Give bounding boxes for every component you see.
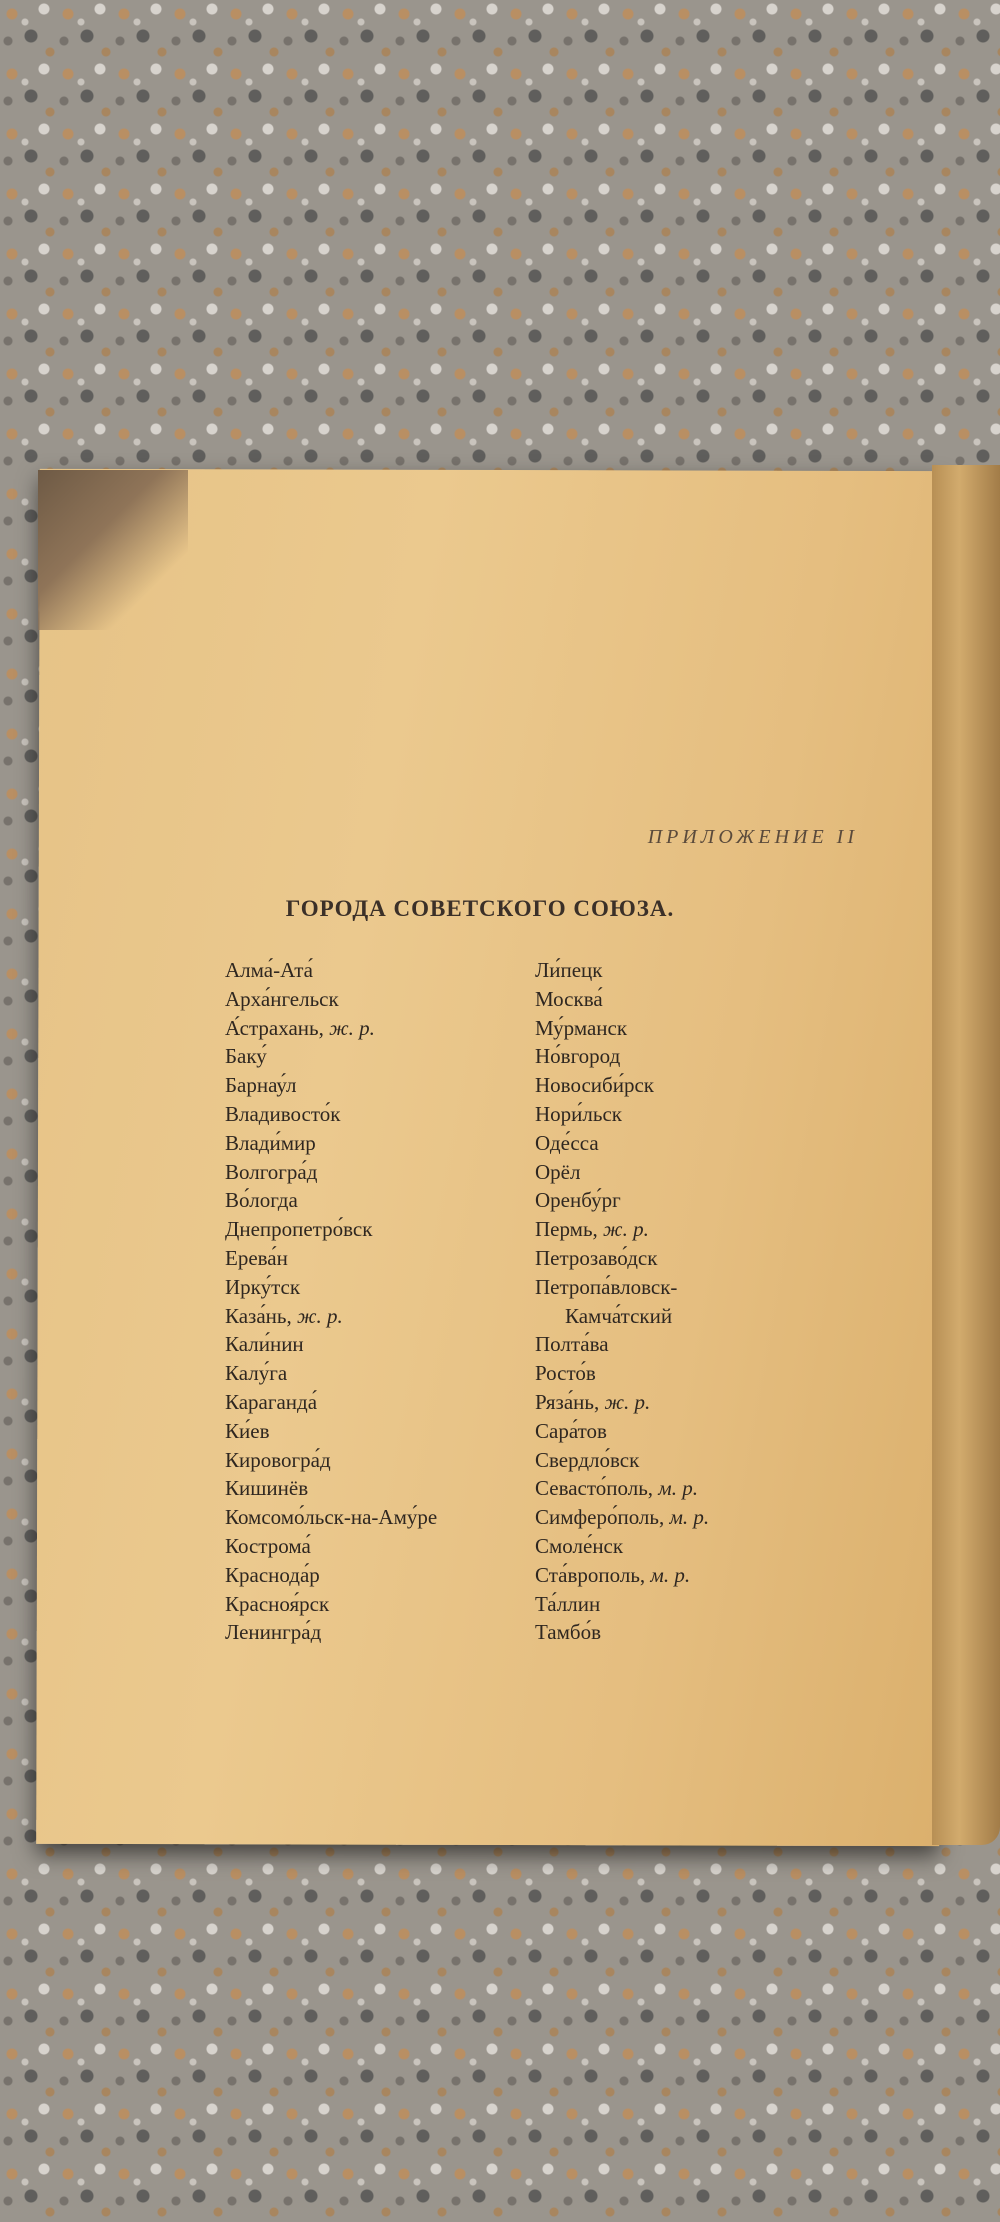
city-name: Ленингра́д (225, 1620, 322, 1645)
city-name: Днепропетро́вск (225, 1217, 373, 1242)
city-name: Влади́мир (225, 1130, 316, 1155)
city-name: Барнау́л (225, 1073, 297, 1098)
city-item (225, 1042, 437, 1071)
city-item (225, 985, 437, 1014)
gender-note: м. р. (658, 1476, 698, 1501)
city-item (535, 1618, 709, 1647)
city-name: Ста́врополь, (535, 1562, 646, 1587)
city-name: Оде́сса (535, 1130, 599, 1155)
city-name: Баку́ (225, 1044, 267, 1069)
city-item (535, 1474, 709, 1503)
city-item (225, 1388, 437, 1417)
city-item (225, 1446, 437, 1475)
city-item (225, 1359, 437, 1388)
city-name: Арха́нгельск (225, 986, 339, 1011)
city-name: Камча́тский (565, 1303, 673, 1328)
city-item (225, 1532, 437, 1561)
city-name: Ирку́тск (225, 1274, 301, 1299)
gender-note: ж. р. (603, 1217, 649, 1242)
city-name: Симферо́поль, (535, 1505, 665, 1530)
booklet-page (36, 469, 943, 1846)
city-name: Ли́пецк (535, 958, 603, 982)
city-item (225, 1503, 437, 1532)
city-item (225, 1129, 437, 1158)
city-name: Во́логда (225, 1188, 298, 1213)
city-name: Ки́ев (225, 1418, 270, 1443)
city-item (225, 1474, 437, 1503)
list-title: ГОРОДА СОВЕТСКОГО СОЮЗА. (285, 896, 675, 921)
city-item (225, 1561, 437, 1590)
city-name: Та́ллин (535, 1591, 601, 1616)
city-name: Пермь, (535, 1217, 598, 1242)
city-name: Нори́льск (535, 1101, 622, 1126)
city-item (535, 1186, 709, 1215)
gender-note: ж. р. (296, 1303, 343, 1328)
city-list-right (535, 956, 709, 1647)
city-name: Караганда́ (225, 1389, 318, 1414)
city-name: Кали́нин (225, 1332, 304, 1357)
city-item (535, 1042, 709, 1071)
city-item (535, 1244, 709, 1273)
city-name: Алма́-Ата́ (225, 958, 313, 982)
city-name: Красноя́рск (225, 1591, 330, 1616)
city-item (225, 1590, 437, 1619)
city-item (535, 1215, 709, 1244)
city-item (225, 1100, 437, 1129)
city-item (535, 956, 709, 985)
city-name: Росто́в (535, 1361, 596, 1386)
city-name: Владивосто́к (225, 1101, 341, 1126)
city-name: Калу́га (225, 1361, 288, 1386)
gender-note: м. р. (650, 1562, 691, 1587)
city-item (225, 956, 437, 985)
city-item (225, 1417, 437, 1446)
city-item (535, 1359, 709, 1388)
city-item (535, 1014, 709, 1043)
city-name: Комсомо́льск-на-Аму́ре (225, 1505, 438, 1530)
city-item (535, 1561, 709, 1590)
city-item (225, 1244, 437, 1273)
city-list-left (225, 956, 437, 1647)
city-item (535, 1100, 709, 1129)
city-item (535, 985, 709, 1014)
city-name: Кострома́ (225, 1533, 311, 1558)
city-item (225, 1330, 437, 1359)
gender-note: ж. р. (604, 1389, 651, 1414)
page-corner-fold (38, 470, 188, 630)
supplement-heading: ПРИЛОЖЕНИЕ II (647, 826, 858, 848)
city-item (535, 1417, 709, 1446)
city-item (535, 1446, 709, 1475)
city-name: Каза́нь, (225, 1303, 292, 1328)
city-item (535, 1071, 709, 1100)
city-name: Севасто́поль, (535, 1476, 654, 1501)
city-item (225, 1302, 437, 1331)
city-name: Москва́ (535, 986, 603, 1011)
gender-note: м. р. (669, 1505, 710, 1530)
city-name: Му́рманск (535, 1015, 628, 1040)
city-item (535, 1129, 709, 1158)
city-item (535, 1273, 709, 1302)
city-name: Тамбо́в (535, 1620, 602, 1645)
city-item (225, 1071, 437, 1100)
city-item (225, 1618, 437, 1647)
city-item (225, 1215, 437, 1244)
city-name: Кишинёв (225, 1476, 309, 1501)
spine-binding (932, 465, 1000, 1845)
city-name: А́страхань, (225, 1015, 324, 1040)
city-name: Волгогра́д (225, 1159, 318, 1184)
city-item (535, 1503, 709, 1532)
city-item (535, 1388, 709, 1417)
city-item (535, 1532, 709, 1561)
city-name: Сара́тов (535, 1418, 607, 1443)
city-item (535, 1590, 709, 1619)
city-name: Кировогра́д (225, 1447, 331, 1472)
city-name: Новосиби́рск (535, 1073, 654, 1098)
city-item (225, 1186, 437, 1215)
city-name: Петрозаво́дск (535, 1245, 658, 1270)
city-name: Полта́ва (535, 1332, 609, 1357)
city-name: Но́вгород (535, 1044, 621, 1069)
city-name: Свердло́вск (535, 1447, 640, 1472)
city-item (535, 1158, 709, 1187)
city-name: Краснода́р (225, 1562, 320, 1587)
city-item (225, 1273, 437, 1302)
city-name: Орёл (535, 1159, 581, 1184)
city-name: Ряза́нь, (535, 1389, 600, 1414)
city-item (535, 1302, 709, 1331)
city-item (225, 1014, 437, 1043)
city-name: Петропа́вловск- (535, 1274, 678, 1299)
city-item (225, 1158, 437, 1187)
gender-note: ж. р. (329, 1015, 375, 1040)
city-item (535, 1330, 709, 1359)
city-name: Ерева́н (225, 1245, 288, 1270)
city-name: Смоле́нск (535, 1533, 624, 1558)
city-name: Оренбу́рг (535, 1188, 621, 1213)
